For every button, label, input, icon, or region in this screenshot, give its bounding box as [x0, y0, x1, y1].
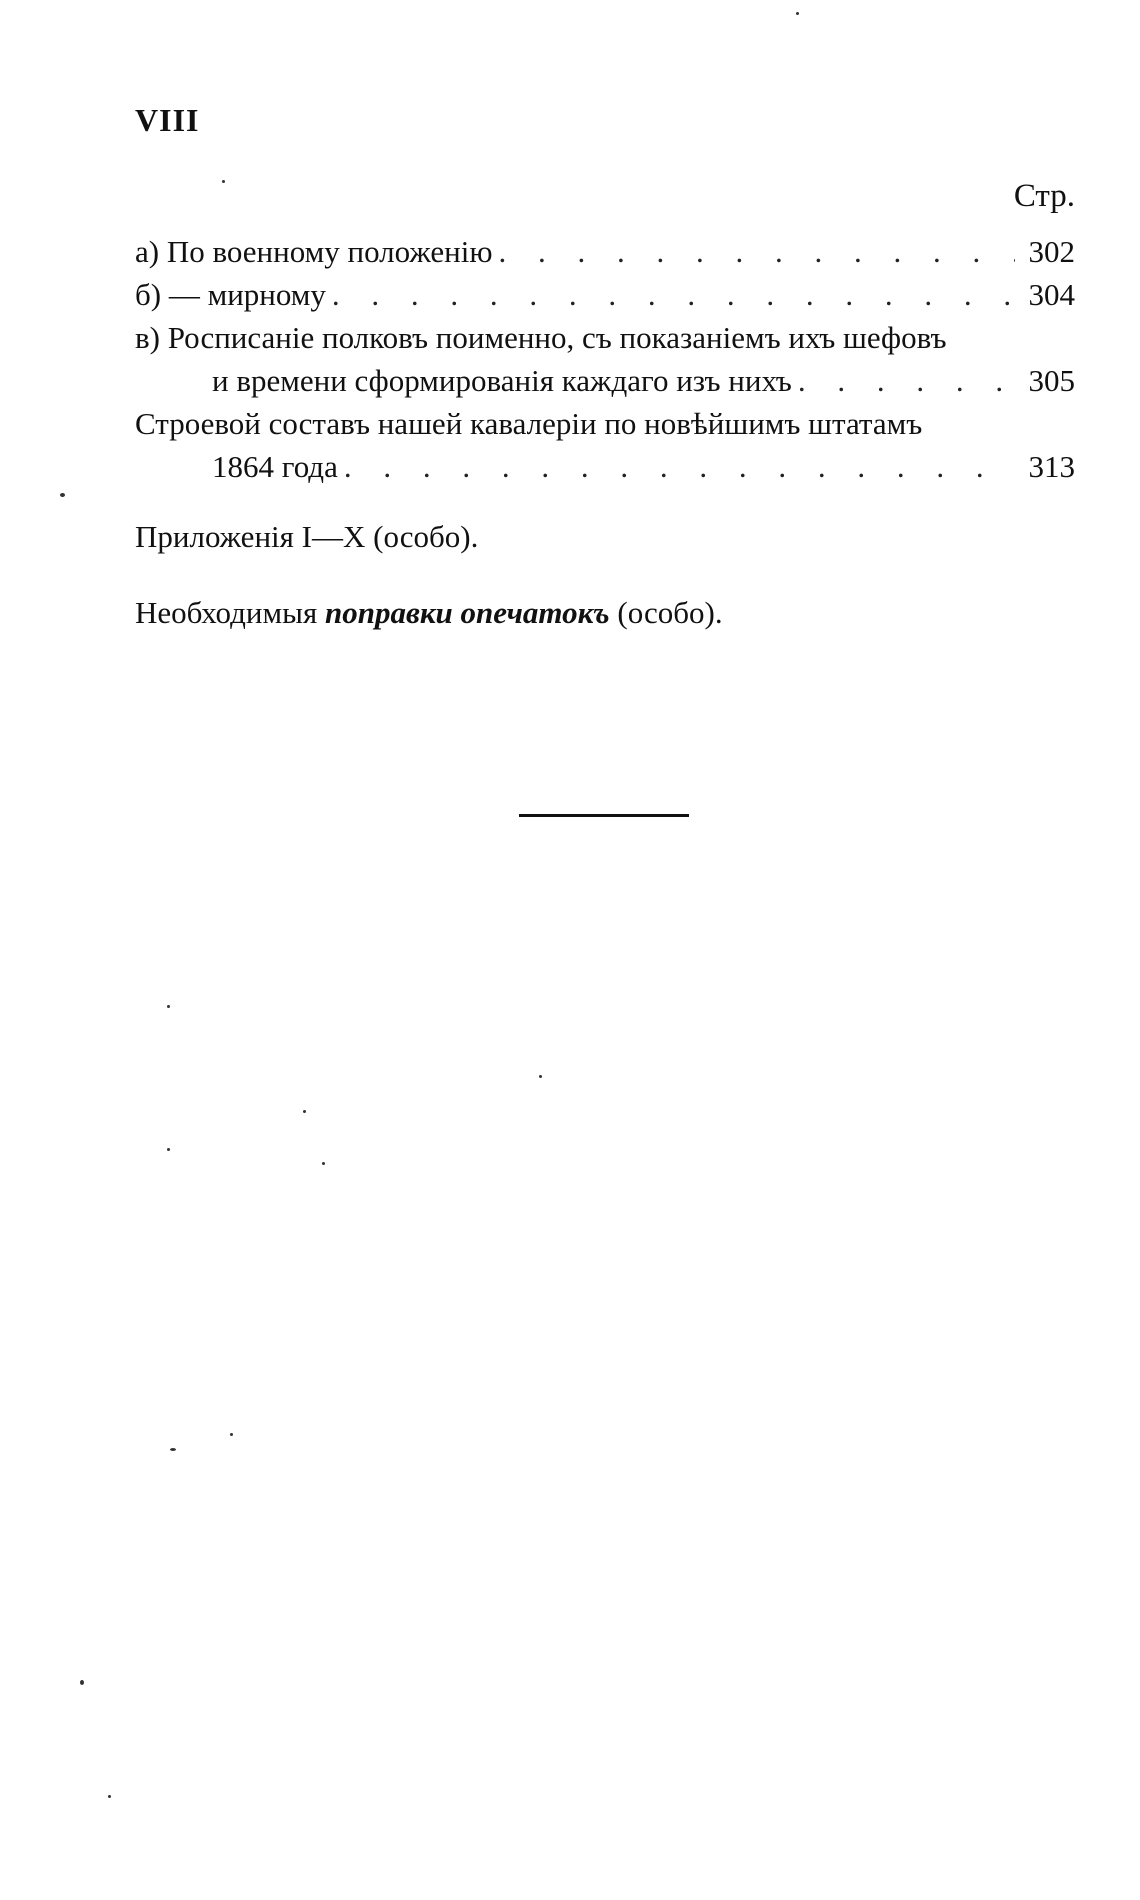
scan-speck: [80, 1680, 84, 1685]
dot-leader: [499, 230, 1016, 273]
table-of-contents: [135, 230, 1075, 488]
toc-entry-text: а) По военному положенію: [135, 234, 493, 269]
dot-leader: [344, 445, 1015, 488]
toc-entry-text: Строевой составъ нашей кавалеріи по новѣйшимъ штатамъ: [135, 406, 923, 441]
toc-entry-page: 304: [1028, 277, 1075, 312]
dot-leader: [798, 359, 1015, 402]
dot-leader: [332, 273, 1015, 316]
toc-entry-page: 302: [1028, 234, 1075, 269]
scan-speck: [322, 1162, 325, 1165]
errata-note: [135, 595, 723, 631]
scan-speck: [222, 180, 225, 183]
scan-speck: [796, 12, 799, 15]
closing-rule: [519, 814, 689, 817]
toc-entry-text: и времени сформированія каждаго изъ нихъ: [212, 363, 792, 398]
toc-entry: [135, 402, 1075, 445]
toc-entry-page: 313: [1028, 449, 1075, 484]
toc-entry: [135, 230, 1075, 273]
toc-entry-text: в) Росписаніе полковъ поименно, съ показаніемъ ихъ шефовъ: [135, 320, 947, 355]
toc-entry-continuation: [135, 359, 1075, 402]
scan-speck: [167, 1005, 170, 1008]
toc-entry-page: 305: [1028, 363, 1075, 398]
scan-speck: [230, 1433, 233, 1436]
toc-entry-continuation: [135, 445, 1075, 488]
appendix-note: Приложенія I—X (особо).: [135, 519, 479, 554]
toc-entry: [135, 316, 1075, 359]
toc-entry-text: б) — мирному: [135, 277, 326, 312]
scan-speck: [167, 1148, 170, 1151]
toc-page-column-header: Стр.: [1013, 178, 1075, 214]
errata-text-after: (особо).: [609, 595, 723, 630]
scan-speck: [108, 1795, 111, 1798]
page-number: VIII: [135, 102, 200, 138]
scan-speck: [170, 1448, 176, 1451]
scan-speck: [303, 1110, 306, 1113]
errata-text-before: Необходимыя: [135, 595, 325, 630]
scan-speck: [60, 493, 65, 497]
errata-emphasis: поправки опечатокъ: [324, 595, 610, 630]
toc-entry-text: 1864 года: [212, 449, 338, 484]
toc-entry: [135, 273, 1075, 316]
scan-speck: [539, 1075, 542, 1078]
